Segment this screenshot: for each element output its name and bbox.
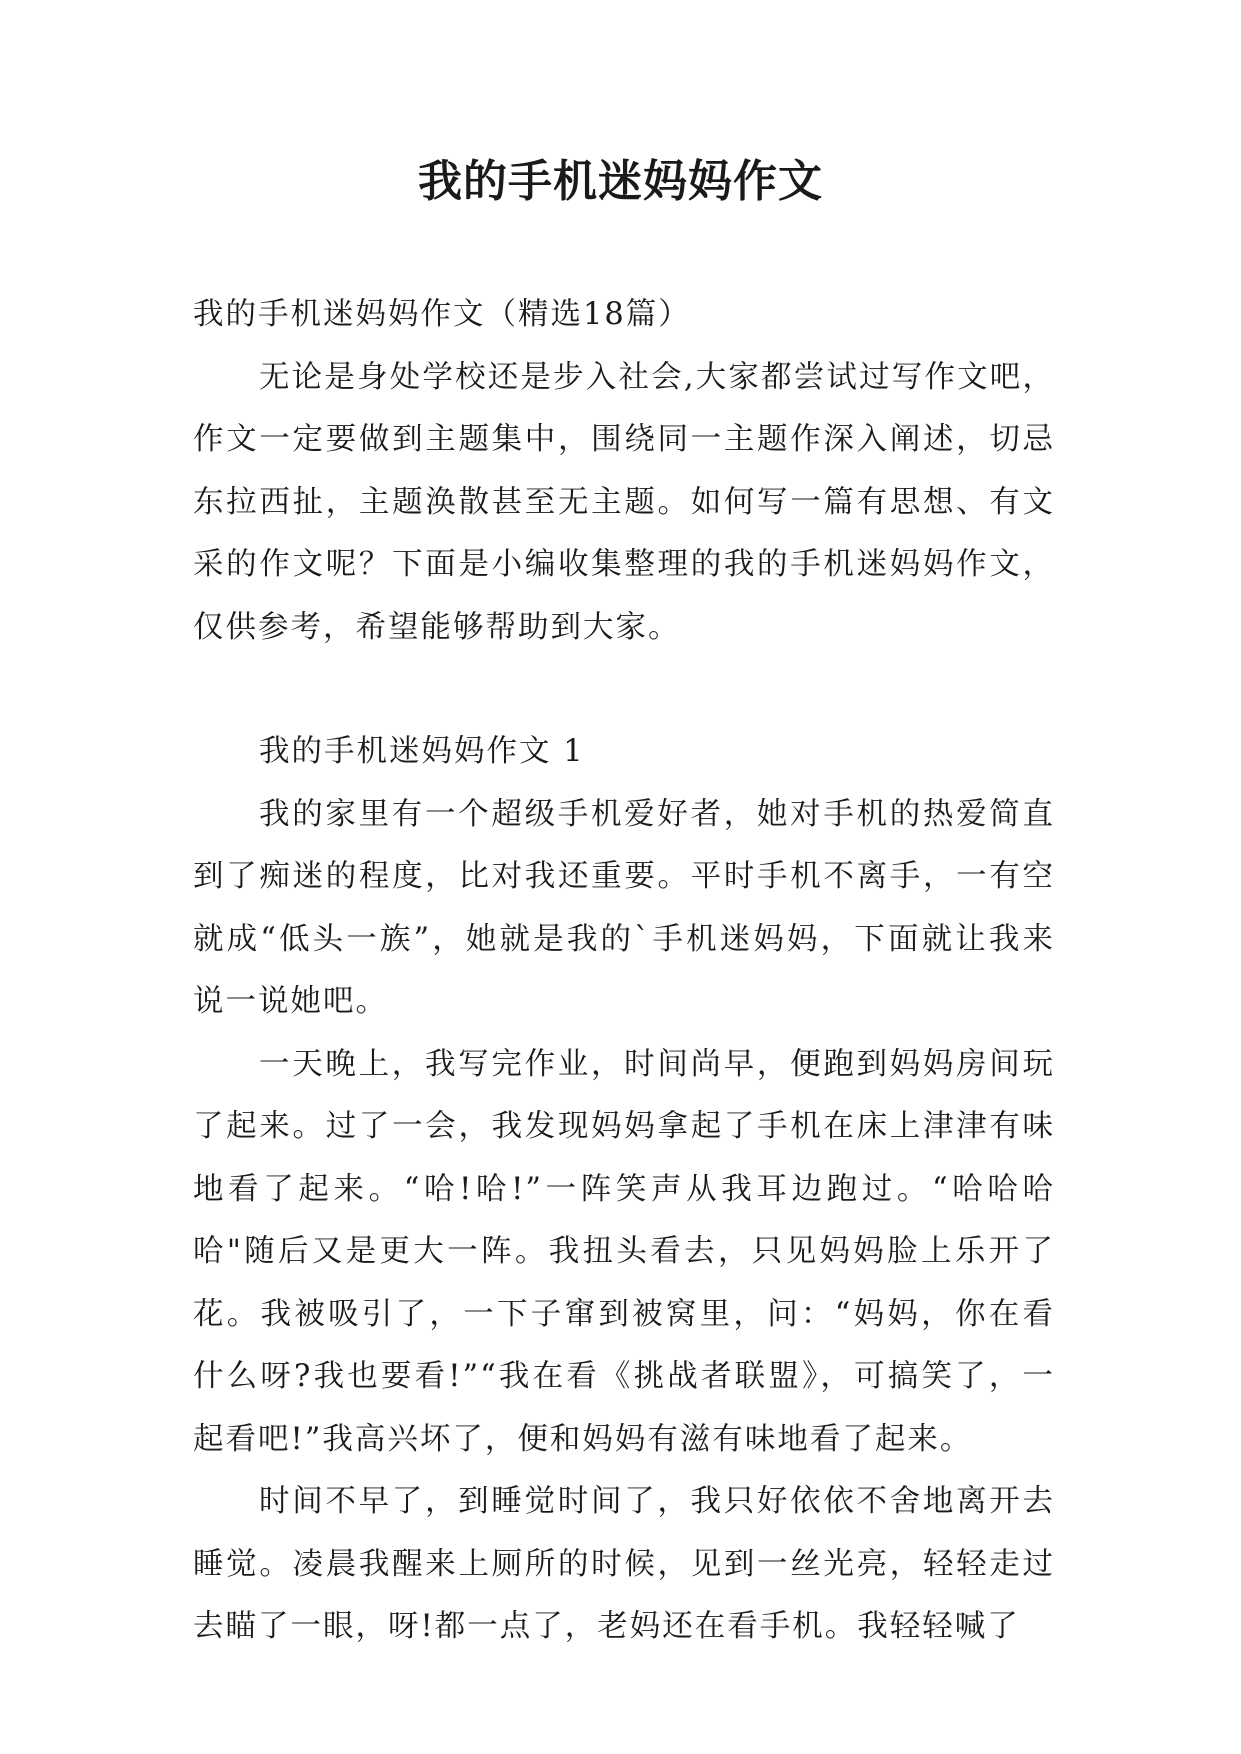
body-paragraph: 一天晚上，我写完作业，时间尚早，便跑到妈妈房间玩了起来。过了一会，我发现妈妈拿起了手机在床上津津有味地看了起来。“哈!哈!”一阵笑声从我耳边跑过。“哈哈哈哈"随后又是更大一阵。我扭头看去，只见妈妈脸上乐开了花。我被吸引了，一下子窜到被窝里，问：“妈妈，你在看什么呀?我也要看!”“我在看《挑战者联盟》，可搞笑了，一起看吧!”我高兴坏了，便和妈妈有滋有味地看了起来。 — [193, 1046, 1055, 1457]
document-body — [193, 284, 1055, 1659]
document-subtitle: 我的手机迷妈妈作文（精选18篇） — [193, 297, 691, 332]
intro-paragraph: 无论是身处学校还是步入社会,大家都尝试过写作文吧，作文一定要做到主题集中，围绕同一主题作深入阐述，切忌东拉西扯，主题涣散甚至无主题。如何写一篇有思想、有文采的作文呢？下面是小编收集整理的我的手机迷妈妈作文，仅供参考，希望能够帮助到大家。 — [193, 359, 1055, 645]
section-heading: 我的手机迷妈妈作文 1 — [259, 734, 585, 769]
document-title: 我的手机迷妈妈作文 — [418, 156, 823, 207]
body-paragraph: 我的家里有一个超级手机爱好者，她对手机的热爱简直到了痴迷的程度，比对我还重要。平时手机不离手，一有空就成“低头一族”，她就是我的`手机迷妈妈，下面就让我来说一说她吧。 — [193, 796, 1055, 1019]
section-spacer — [193, 659, 1055, 721]
body-paragraph: 时间不早了，到睡觉时间了，我只好依依不舍地离开去睡觉。凌晨我醒来上厕所的时候，见到一丝光亮，轻轻走过去瞄了一眼，呀!都一点了，老妈还在看手机。我轻轻喊了 — [193, 1484, 1055, 1644]
